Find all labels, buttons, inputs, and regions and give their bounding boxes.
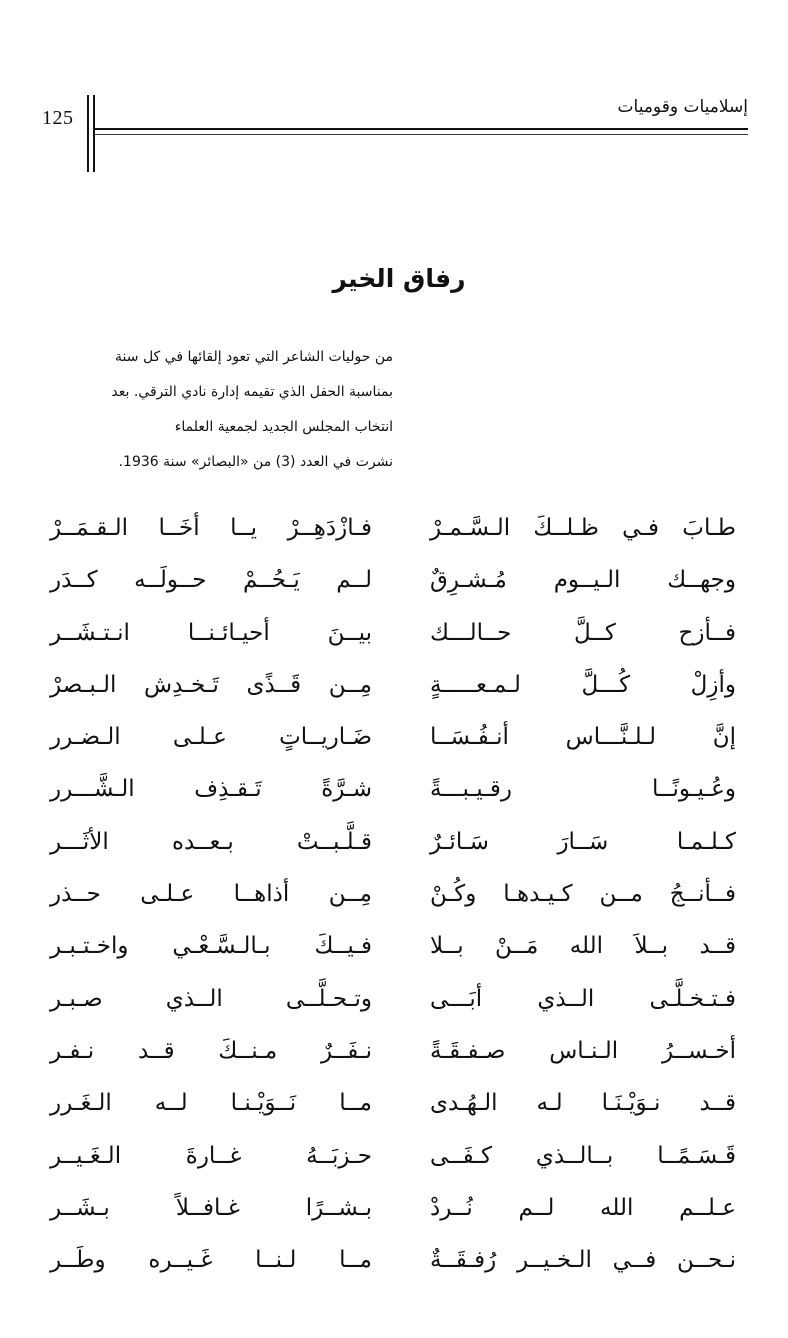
verse-second-hemistich: شـرَّةً تَـقـذِف الـشَّـــرر [50, 776, 372, 803]
verse [44, 979, 738, 1031]
verse-second-hemistich: بيــنَ أحيـائـنــا انـتـشَــر [50, 619, 372, 646]
verse [44, 1083, 738, 1135]
running-title: إسلاميات وقوميات [617, 97, 748, 117]
verse-second-hemistich: فـازْدَهِــرْ يــا أخَــا الـقـمَــرْ [50, 515, 372, 541]
verse-first-hemistich: فــأنــجُ مــن كـيـدهـا وكُـنْ [430, 881, 736, 908]
verse [44, 508, 738, 560]
poem-verses [44, 508, 738, 1292]
page-header [40, 95, 752, 175]
verse-second-hemistich: حـزبَــهُ غــارةَ الـغَـيــر [50, 1142, 372, 1169]
intro-line: انتخاب المجلس الجديد لجمعية العلماء [174, 419, 393, 435]
header-vertical-rule [87, 95, 89, 172]
verse-first-hemistich: إنَّ لـلـنَّـــاس أنـفُـسَــا [430, 724, 736, 751]
verse-first-hemistich: وأزِلْ كُـــلَّ لـمـعـــــةٍ [430, 671, 736, 698]
intro-line: نشرت في العدد (3) من «البصائر» سنة 1936. [118, 454, 393, 470]
verse-first-hemistich: كـلـمـا سَــارَ سَـائـرٌ [430, 828, 736, 855]
intro-line: من حوليات الشاعر التي تعود إلقائها في كل سنة [115, 349, 393, 365]
verse-first-hemistich: عـلــم الله لــم نُــردْ [430, 1194, 736, 1221]
verse-second-hemistich: مــا نَــوَيْـنـا لــه الـغَـرر [50, 1090, 372, 1117]
verse-first-hemistich: وعُـيـونًــا رقـيـبـــةً [430, 776, 736, 803]
verse [44, 822, 738, 874]
verse [44, 1240, 738, 1292]
verse [44, 1188, 738, 1240]
poem-title: رفاق الخير [332, 264, 466, 293]
verse-first-hemistich: وجهــك الـيــوم مُـشـرِقٌ [430, 567, 736, 594]
verse-second-hemistich: نـفَــرٌ مـنــكَ قــد نـفـر [50, 1037, 372, 1064]
verse-first-hemistich: نـحــن فــي الـخـيــر رُفـقَــةٌ [430, 1247, 736, 1274]
verse [44, 1136, 738, 1188]
verse-first-hemistich: طـابَ فـي ظـلــكَ الـسَّـمـرْ [430, 515, 736, 541]
verse-first-hemistich: قــد بــلاَ الله مَــنْ بــلا [430, 933, 736, 960]
verse-second-hemistich: مِــن قَــذًى تَـخـدِش الـبـصرْ [50, 671, 372, 698]
header-rule-thin [94, 134, 748, 135]
verse [44, 613, 738, 665]
verse-first-hemistich: قَـسَـمًــا بــالــذي كـفَــى [430, 1142, 736, 1169]
verse [44, 665, 738, 717]
verse-first-hemistich: فـتـخـلَّـى الــذي أبَـــى [430, 985, 736, 1012]
verse-second-hemistich: بـشــرًا غـافــلاً بـشَــر [50, 1194, 372, 1221]
verse-first-hemistich: أخـســرُ الـنـاس صـفـقَـةً [430, 1037, 736, 1064]
verse-second-hemistich: قـلَّـبــتْ بـعــده الأثَـــر [50, 828, 372, 855]
verse-second-hemistich: مِــن أذاهــا عـلـى حــذر [50, 881, 372, 908]
verse-second-hemistich: وتـحـلَّــى الــذي صـبـر [50, 985, 372, 1012]
verse-second-hemistich: ضَـاريــاتٍ عـلـى الـضـرر [50, 724, 372, 751]
verse-first-hemistich: فــأزح كــلَّ حــالـــك [430, 619, 736, 646]
verse [44, 926, 738, 978]
verse-first-hemistich: قــد نـوَيْـنَـا لـه الـهُـدى [430, 1090, 736, 1117]
verse [44, 560, 738, 612]
verse [44, 874, 738, 926]
header-rule [94, 128, 748, 130]
page-number: 125 [42, 107, 74, 129]
intro-note [0, 340, 393, 480]
intro-line: بمناسبة الحفل الذي تقيمه إدارة نادي الترقي. بعد [111, 384, 393, 400]
verse [44, 717, 738, 769]
verse-second-hemistich: لــم يَـحُــمْ حــولَــه كــدَر [50, 567, 372, 594]
verse-second-hemistich: فـيــكَ بـالـسَّـعْـي واخـتـبـر [50, 933, 372, 960]
verse [44, 769, 738, 821]
verse-second-hemistich: مــا لـنــا غَـيــره وطَــر [50, 1247, 372, 1274]
verse [44, 1031, 738, 1083]
